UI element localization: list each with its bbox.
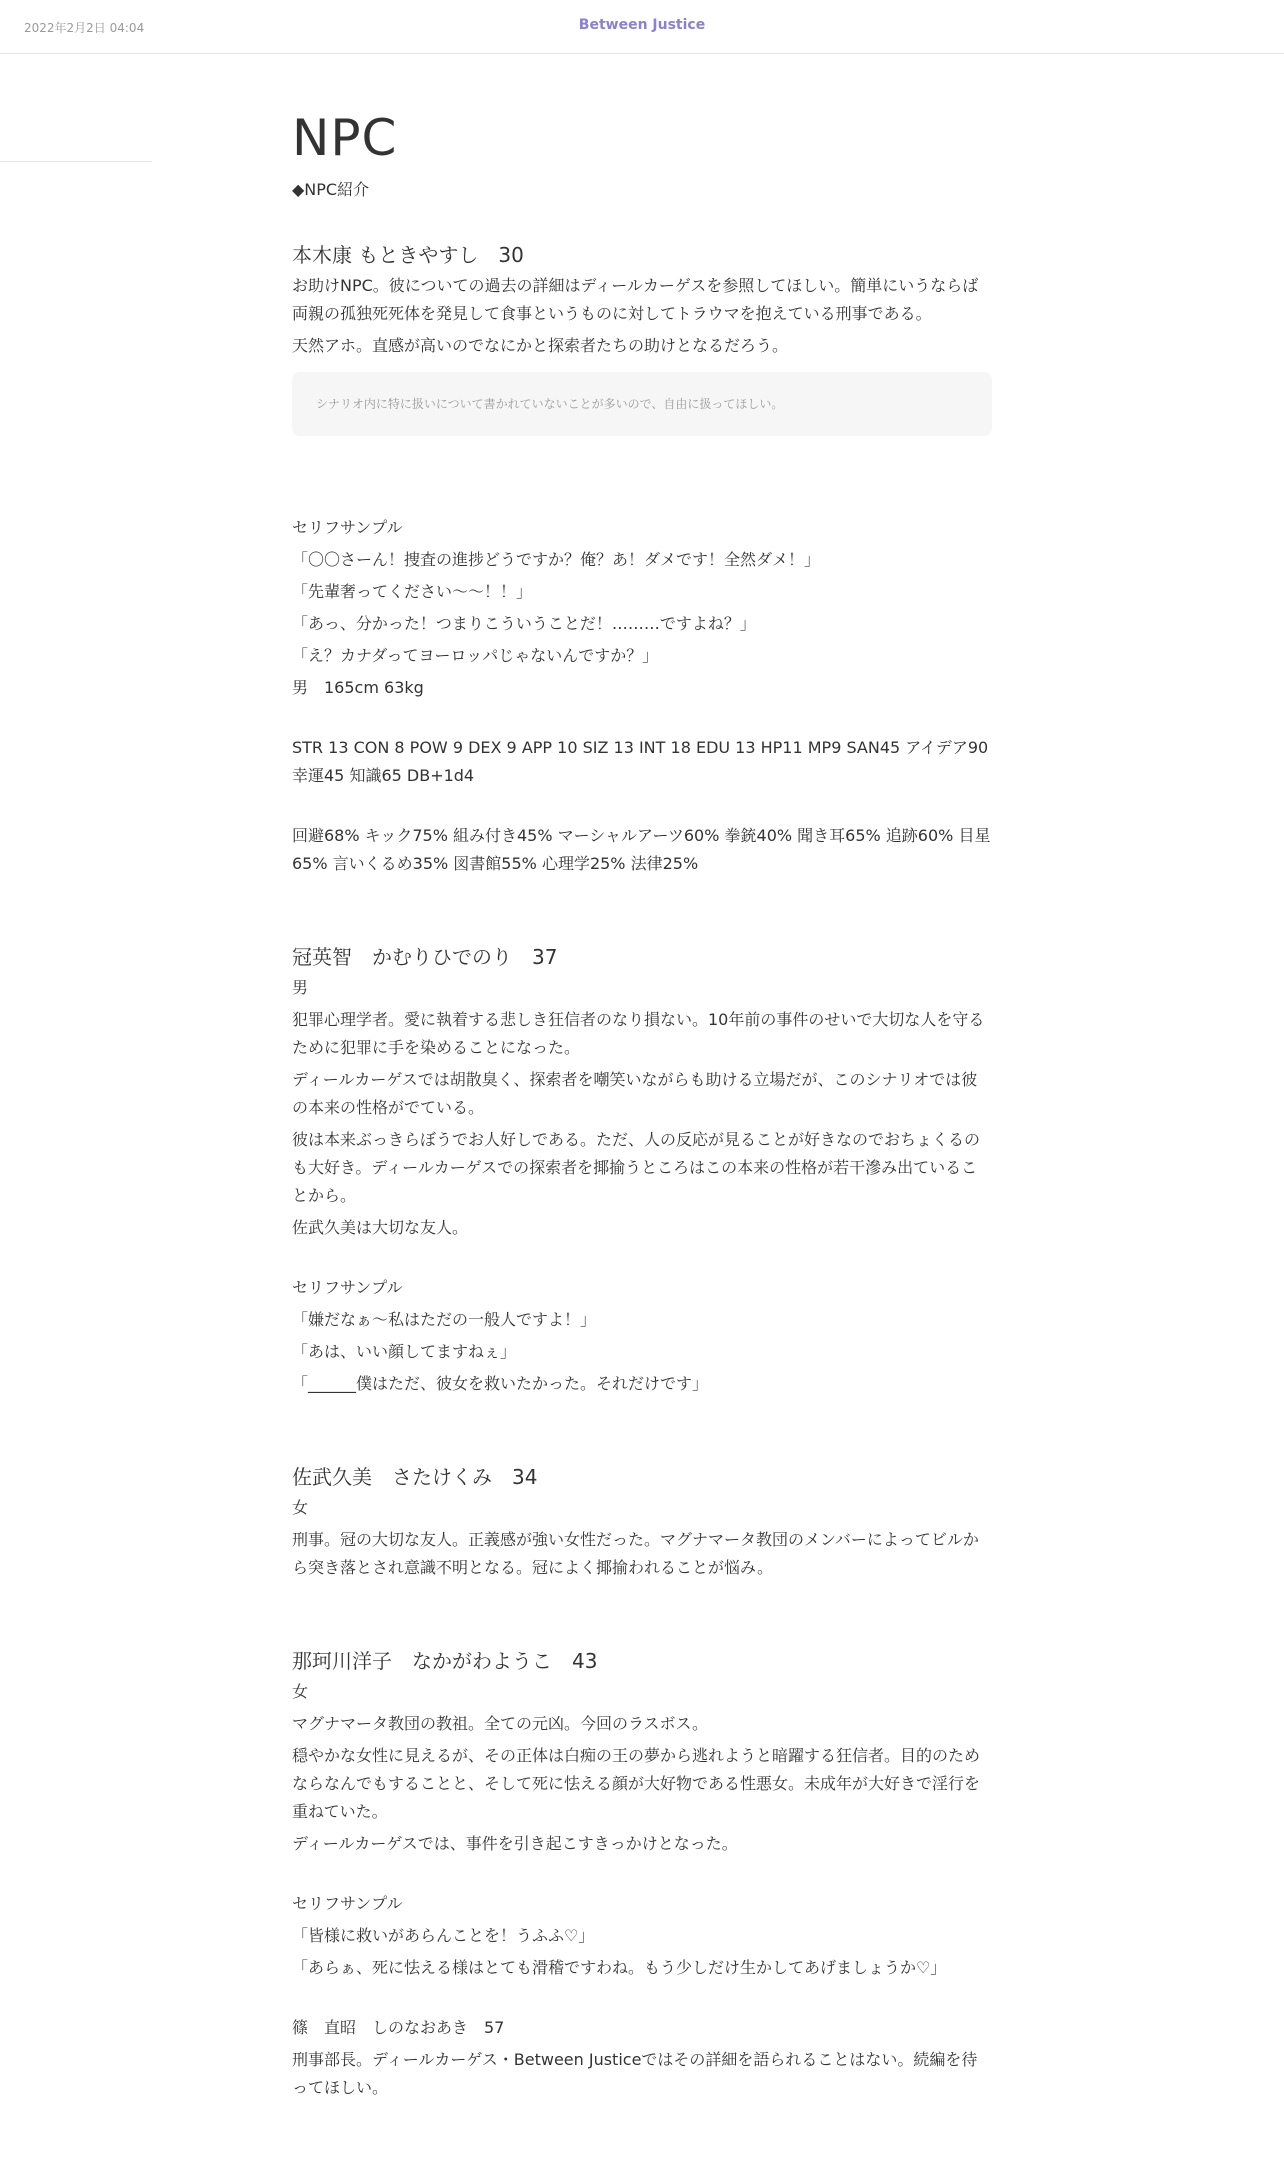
npc-description: 刑事。冠の大切な友人。正義感が強い女性だった。マグナマータ教団のメンバーによってビルから突き落とされ意識不明となる。冠によく揶揄われることが悩み。 [292,1530,979,1577]
npc-section-motoki [292,240,992,878]
npc-description: マグナマータ教団の教祖。全ての元凶。今回のラスボス。 [292,1714,709,1733]
npc-body-stats: 男 165cm 63kg [292,678,424,697]
npc-description: 天然アホ。直感が高いのでなにかと探索者たちの助けとなるだろう。 [292,336,789,355]
lines-label: セリフサンプル [292,1278,403,1297]
lines-label: セリフサンプル [292,518,403,537]
npc-skills: 回避68% キック75% 組み付き45% マーシャルアーツ60% 拳銃40% 聞き耳65% 追跡60% 目星65% 言いくるめ35% 図書館55% 心理学25% 法律25% [292,826,991,873]
npc-heading: 那珂川洋子 なかがわようこ 43 [292,1649,598,1673]
npc-description: ディールカーゲスでは、事件を引き起こすきっかけとなった。 [292,1834,738,1853]
sample-line: 「先輩奢ってください〜〜！！」 [292,582,533,601]
article-content [292,106,992,2102]
sample-line: 「皆様に救いがあらんことを！うふふ♡」 [292,1926,595,1945]
npc-sex: 女 [292,1682,309,1701]
site-title-link[interactable]: Between Justice [578,17,706,33]
sidebar-divider [0,161,152,162]
sample-line: 「あっ、分かった！つまりこういうことだ！………ですよね？」 [292,614,756,633]
npc-section-nakagawa [292,1646,992,1982]
lines-label: セリフサンプル [292,1894,403,1913]
npc-heading: 佐武久美 さたけくみ 34 [292,1465,538,1489]
npc-stats: STR 13 CON 8 POW 9 DEX 9 APP 10 SIZ 13 INT 18 EDU 13 HP11 MP9 SAN45 アイデア90 幸運45 知識65 DB+1d4 [292,738,989,785]
npc-heading: 冠英智 かむりひでのり 37 [292,945,558,969]
npc-description: お助けNPC。彼についての過去の詳細はディールカーゲスを参照してほしい。簡単にいうならば両親の孤独死死体を発見して食事というものに対してトラウマを抱えている刑事である。 [292,276,979,323]
sample-line: 「え？カナダってヨーロッパじゃないんですか？」 [292,646,659,665]
npc-description: 彼は本来ぶっきらぼうでお人好しである。ただ、人の反応が見ることが好きなのでおちょくるのも大好き。ディールカーゲスでの探索者を揶揄うところはこの本来の性格が若干滲み出ていることから。 [292,1130,981,1205]
npc-section-shino [292,2014,992,2102]
sample-line: 「あらぁ、死に怯える様はとても滑稽ですわね。もう少しだけ生かしてあげましょうか♡」 [292,1958,947,1977]
sample-line: 「______僕はただ、彼女を救いたかった。それだけです」 [292,1374,709,1393]
note-box: シナリオ内に特に扱いについて書かれていないことが多いので、自由に扱ってほしい。 [292,372,992,436]
npc-description: 刑事部長。ディールカーゲス・Between Justiceではその詳細を語られることはない。続編を待ってほしい。 [292,2050,978,2097]
npc-section-kamuri [292,942,992,1398]
npc-description: 犯罪心理学者。愛に執着する悲しき狂信者のなり損ない。10年前の事件のせいで大切な人を守るために犯罪に手を染めることになった。 [292,1010,985,1057]
npc-description: 穏やかな女性に見えるが、その正体は白痴の王の夢から逃れようと暗躍する狂信者。目的のためならなんでもすることと、そして死に怯える顔が大好物である性悪女。未成年が大好きで淫行を重ねていた。 [292,1746,981,1821]
npc-heading: 本木康 もときやすし 30 [292,243,524,267]
page-title: NPC [292,109,398,167]
sample-line: 「嫌だなぁ〜私はただの一般人ですよ！」 [292,1310,597,1329]
page-subtitle: ◆NPC紹介 [292,180,370,199]
npc-description: ディールカーゲスでは胡散臭く、探索者を嘲笑いながらも助ける立場だが、このシナリオでは彼の本来の性格がでている。 [292,1070,978,1117]
npc-heading: 篠 直昭 しのなおあき 57 [292,2018,505,2037]
npc-description: 佐武久美は大切な友人。 [292,1218,469,1237]
top-bar [0,0,1284,54]
npc-section-satake [292,1462,992,1582]
npc-sex: 男 [292,978,309,997]
npc-sex: 女 [292,1498,309,1517]
sample-line: 「〇〇さーん！捜査の進捗どうですか？俺？あ！ダメです！全然ダメ！」 [292,550,821,569]
post-date: 2022年2月2日 04:04 [24,21,145,35]
sample-line: 「あは、いい顔してますねぇ」 [292,1342,517,1361]
